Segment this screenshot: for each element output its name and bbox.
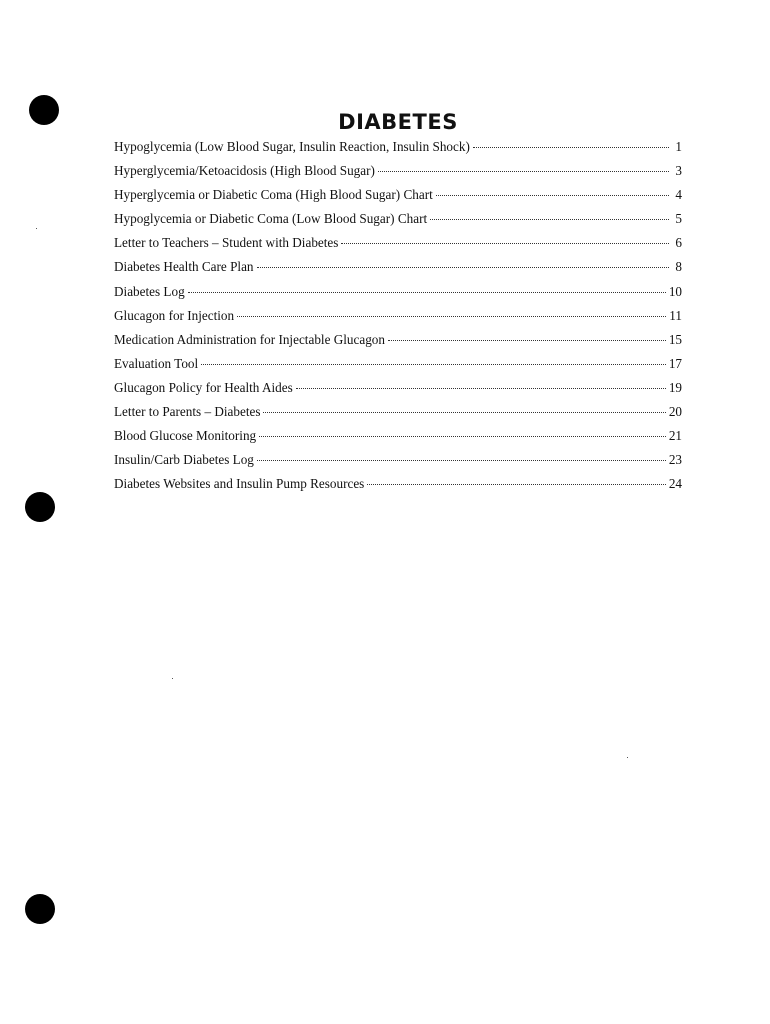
dot-leader: [188, 292, 666, 293]
toc-entry-label: Medication Administration for Injectable Glucagon: [114, 331, 385, 347]
toc-entry-page: 21: [668, 428, 682, 444]
toc-entry-label: Letter to Teachers – Student with Diabetes: [114, 235, 339, 251]
dot-leader: [388, 340, 666, 341]
toc-entry-page: 1: [675, 139, 682, 154]
toc-entry: [114, 308, 682, 332]
toc-entry-page: 10: [668, 283, 682, 299]
dot-leader: [259, 436, 666, 437]
dot-leader: [430, 219, 669, 220]
toc-entry-label: Diabetes Health Care Plan: [114, 259, 254, 275]
toc-entry-page: 5: [675, 211, 682, 227]
dot-leader: [237, 316, 666, 317]
toc-entry-page: 24: [668, 476, 682, 492]
toc-entry-page: 4: [675, 187, 682, 203]
dot-leader: [436, 195, 669, 196]
toc-entry-label: Hypoglycemia (Low Blood Sugar, Insulin Reaction, Insulin Shock): [114, 139, 470, 154]
toc-entry-page: 6: [675, 235, 682, 251]
toc-entry-page: 17: [668, 355, 682, 371]
toc-entry: [114, 235, 682, 259]
toc-entry: [114, 211, 682, 235]
toc-entry-label: Blood Glucose Monitoring: [114, 428, 257, 444]
dot-leader: [367, 484, 665, 485]
toc-entry: [114, 332, 682, 356]
punch-hole-middle: [25, 492, 55, 522]
toc-entry: [114, 380, 682, 404]
toc-entry-label: Letter to Parents – Diabetes: [114, 404, 261, 420]
toc-entry-page: 23: [668, 452, 682, 468]
dot-leader: [296, 388, 666, 389]
toc-entry: [114, 259, 682, 283]
dot-leader: [263, 412, 665, 413]
toc-entry-page: 20: [668, 404, 682, 420]
dot-leader: [201, 364, 666, 365]
table-of-contents: [114, 139, 682, 500]
dot-leader: [341, 243, 669, 244]
dot-leader: [257, 460, 666, 461]
toc-entry: [114, 187, 682, 211]
toc-entry: [114, 404, 682, 428]
toc-entry-label: Hypoglycemia or Diabetic Coma (Low Blood Sugar) Chart: [114, 211, 428, 227]
toc-entry-label: Glucagon Policy for Health Aides: [114, 379, 293, 395]
dot-leader: [378, 171, 669, 172]
toc-entry: [114, 139, 682, 163]
scan-speck: [172, 678, 173, 679]
toc-entry-label: Diabetes Websites and Insulin Pump Resources: [114, 476, 365, 492]
toc-entry: [114, 356, 682, 380]
toc-entry: [114, 476, 682, 500]
toc-entry-page: 3: [675, 163, 682, 179]
punch-hole-bottom: [25, 894, 55, 924]
toc-entry: [114, 428, 682, 452]
toc-entry-label: Hyperglycemia/Ketoacidosis (High Blood Sugar): [114, 163, 375, 179]
toc-entry-label: Hyperglycemia or Diabetic Coma (High Blood Sugar) Chart: [114, 187, 433, 203]
toc-entry: [114, 163, 682, 187]
page-title: DIABETES: [338, 110, 458, 135]
toc-entry-label: Insulin/Carb Diabetes Log: [114, 452, 254, 468]
toc-entry-page: 19: [668, 379, 682, 395]
toc-entry-label: Diabetes Log: [114, 283, 185, 299]
toc-entry-label: Evaluation Tool: [114, 355, 199, 371]
scan-speck: [627, 757, 628, 758]
toc-entry-page: 11: [669, 307, 682, 323]
toc-entry: [114, 452, 682, 476]
scan-speck: [36, 228, 37, 229]
toc-entry: [114, 284, 682, 308]
toc-entry-page: 15: [668, 331, 682, 347]
dot-leader: [257, 267, 669, 268]
toc-entry-page: 8: [675, 259, 682, 275]
toc-entry-label: Glucagon for Injection: [114, 307, 235, 323]
dot-leader: [473, 147, 669, 148]
